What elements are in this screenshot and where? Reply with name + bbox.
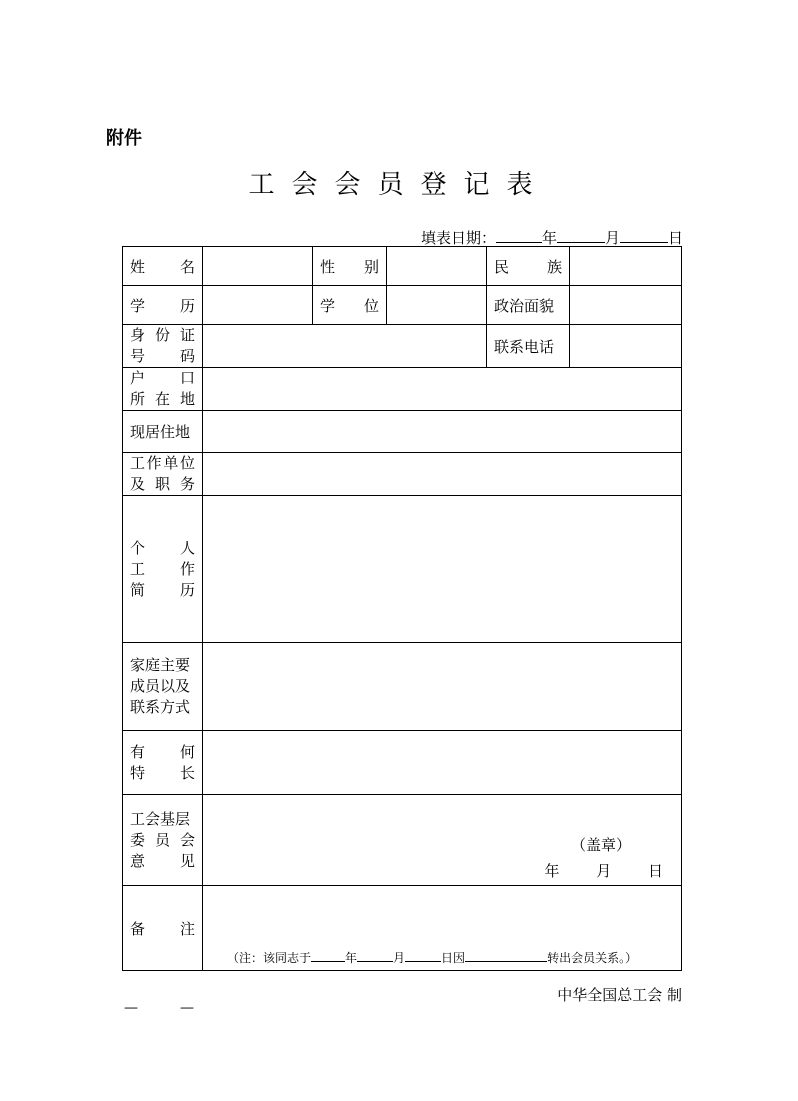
degree-label: 学位 (313, 286, 387, 325)
residence-field[interactable] (203, 411, 682, 453)
political-status-field[interactable] (570, 286, 682, 325)
fill-date-month-field[interactable] (557, 228, 605, 243)
residence-label: 现居住地 (123, 411, 203, 453)
note-day-blank[interactable] (405, 950, 441, 962)
footer-dash-left: — (124, 1000, 138, 1016)
fill-date-year-field[interactable] (496, 228, 542, 243)
fill-date-day-field[interactable] (620, 228, 668, 243)
note-day: 日因 (441, 951, 466, 965)
note-year-blank[interactable] (311, 950, 345, 962)
form-row-resume (123, 496, 682, 643)
note-suffix: 转出会员关系。） (547, 951, 638, 965)
maker-label: 中华全国总工会 制 (557, 986, 682, 1004)
note-month-blank[interactable] (357, 950, 393, 962)
skills-field[interactable] (203, 731, 682, 795)
form-row-hukou (123, 368, 682, 411)
degree-field[interactable] (387, 286, 487, 325)
name-field[interactable] (203, 247, 313, 286)
attachment-label: 附件 (106, 128, 142, 149)
fill-date-day-label: 日 (667, 229, 683, 247)
skills-label: 有 何 特 长 (123, 731, 203, 795)
form-row-remarks (123, 886, 682, 971)
opinion-field[interactable] (203, 795, 682, 886)
form-row-family (123, 643, 682, 731)
fill-date-label: 填表日期： (420, 229, 496, 247)
fill-date (421, 227, 683, 248)
hukou-label: 户 口 所在地 (123, 368, 203, 411)
transfer-note (227, 949, 637, 966)
form-row-skills (123, 731, 682, 795)
form-row-work-unit (123, 453, 682, 496)
note-prefix: （注：该同志于 (227, 951, 312, 965)
resume-field[interactable] (203, 496, 682, 643)
work-unit-field[interactable] (203, 453, 682, 496)
opinion-label: 工会基层 委员会 意 见 (123, 795, 203, 886)
remarks-label: 备注 (123, 886, 203, 971)
footer-dash-right: — (180, 1000, 194, 1016)
note-reason-blank[interactable] (465, 950, 547, 962)
seal-date: 年 月 日 (544, 862, 663, 880)
id-number-label: 身份证 号 码 (123, 325, 203, 368)
id-number-field[interactable] (203, 325, 487, 368)
education-label: 学历 (123, 286, 203, 325)
name-label: 姓名 (123, 247, 203, 286)
form-title: 工会会员登记表 (248, 170, 550, 200)
family-label: 家庭主要 成员以及 联系方式 (123, 643, 203, 731)
gender-field[interactable] (387, 247, 487, 286)
ethnicity-field[interactable] (570, 247, 682, 286)
political-status-label: 政治面貌 (487, 286, 570, 325)
form-row-basic (123, 247, 682, 286)
fill-date-month-label: 月 (604, 229, 620, 247)
registration-form (122, 246, 682, 971)
note-month: 月 (393, 951, 406, 965)
ethnicity-label: 民族 (487, 247, 570, 286)
form-row-id (123, 325, 682, 368)
hukou-field[interactable] (203, 368, 682, 411)
phone-field[interactable] (570, 325, 682, 368)
fill-date-year-label: 年 (541, 229, 557, 247)
form-row-education (123, 286, 682, 325)
phone-label: 联系电话 (487, 325, 570, 368)
work-unit-label: 工作单位 及职务 (123, 453, 203, 496)
gender-label: 性别 (313, 247, 387, 286)
seal-label: （盖章） (570, 836, 631, 854)
resume-label: 个 人 工 作 简 历 (123, 496, 203, 643)
remarks-field[interactable] (203, 886, 682, 971)
form-row-opinion (123, 795, 682, 886)
form-row-residence (123, 411, 682, 453)
family-field[interactable] (203, 643, 682, 731)
note-year: 年 (345, 951, 358, 965)
education-field[interactable] (203, 286, 313, 325)
